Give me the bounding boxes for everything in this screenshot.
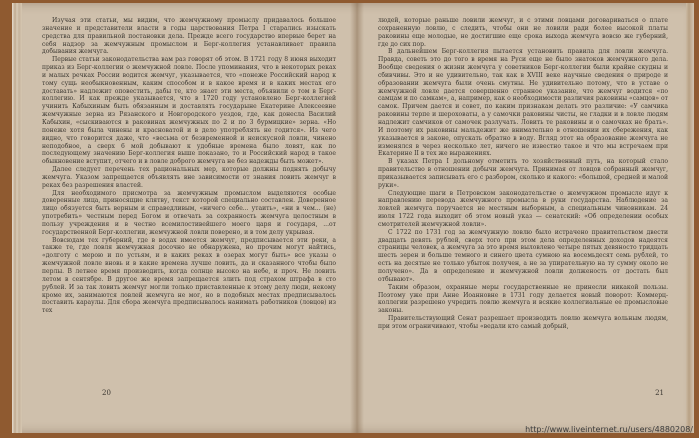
page-edges-right — [686, 3, 694, 433]
left-page — [22, 3, 350, 433]
left-page-text — [42, 17, 336, 315]
paragraph: В дальнейшем Берг-коллегия пытается установить правила для ловли жемчуга. Правда, советь это до того в время на Руси еще не было знатоков жемчужного дела. Вообще сведения о жизни жемчуга у советников Берг-коллегии были крайне скудны и сбивчивы. Это и не удивительно, так как в XVIII веке научные сведения о природе и образовании жемчуга были очень смутны. Не удивительно потому, что в уставе о жемчужной ловле дается совершенно странное указание, что жемчуг водится «по самцам и по самкам», а, например, как о необходимости различия раковины «самцов» от самок. Причем дается и совет, по каким признакам делать это различие: «У самчика раковины терпе и шероховаты, а у самочки раковины чисты, не гладки и в ловле людям надлежит самчиков от самочек разлучать. Ловить те раковины и о самочках не брать». И поэтому их раковины мальдежит же внимательно в отношении их сбережения, как указывается в законе, опускать обратно в воду. Вгляд этот на образование жемчуга не изменялся в через несколько лет, ничего не известно такое и что мы встречаем при Екатерине II в тех же выражениях. — [378, 48, 668, 158]
page-edges-left — [12, 3, 22, 433]
paragraph: Первые статьи законодательства вам раз говорят об этом. В 1721 году 8 июня выходит приказ из Берг-коллегии о жемчужной ловле. После упоминания, что в некоторых реках и малых речках России водится жемчуг, указывается, что «понеже Российский народ к тому сущь необыкновенным, каким способом и в какое время и в каких местах его доставать» надлежит оповестить, дабы те, кто знает эти места, объявили о том в Берг-коллегию. И как прежде указывается, что в 1720 году установлено Берг-коллегией учинить Кабыхиным быть обязанным и доставлять государыне Екатерине Алексеевне жемчужные зерна из Рязанского и Новгородского уездов, где, как донесла Василий Кабыхин, «сыскиваются в раковинах жемчужных по 2 и по 3 бурмицкие» зерна. «Но понеже хотя была чинены и красноватой и в дело употреблять не годится». Из чего видно, что говорится даже, что «весьма от безвременной и неискусной ловли, чинено неподобное, а сверх 6 мой добывают к удобные времена было ловят, как по последующему значению Берг-коллегия выше показано, то и Российский народ в такое обыкновение вступит, отчего и в ловле доброго жемчуга не без надежды быть может». — [42, 56, 336, 166]
paragraph: Далее следует перечень тех рациональных мер, которые должны поднять добычу жемчуга. Указом запрещается объявлять вне зависимости от знания ловить жемчуг в реках без разрешения властей. — [42, 166, 336, 189]
paragraph: людей, которые раньше ловили жемчуг, и с этими ловцами договариваться о плате сохраненную ловлю, с следить, чтобы они не ловили ради более высокой платы раковины еще молодые, не достигшие еще срока выхода жемчуга вовсю же губерний, где до сих пор. — [378, 17, 668, 48]
source-watermark: http://www.liveinternet.ru/users/4880208/ — [525, 425, 693, 434]
page-number-right: 21 — [655, 389, 664, 397]
page-number-left: 20 — [102, 389, 111, 397]
paragraph: Изучая эти статьи, мы видим, что жемчужному промыслу придавалось большое значение и представители власти в годы царствования Петра I старались изыскать средства для правильной постановки дела. Прежде всего государство впервые берет на себя надзор за жемчужным промыслом и Берг-коллегия устанавливает правила добывания жемчуга. — [42, 17, 336, 56]
paragraph: Вовсюдам тех губерний, где в водах имеется жемчуг, предписывается эти реки, а также те, где ловля жемчужная досочно не обнаружена, но прочим могут найтись, «долготу с мерою и по устьям, и в каких реках в озерах могут быть» все указы о жемчужной ловле вновь и в какие времена лучше ловить, да и сказанного чтобы было перлы. В летнее время производить, когда солнце высоко на небе, и проч. Не ловить летом в сентябре. В другое же время запрещается злить под страхом штрафа в сто рублей. И за так ловить жемчуг могли только приставленные к этому делу люди, некому кроме их, занимаются ловлей жемчуга не мог, но в подобных местах предписывалось поставить караулы. Для сбора жемчуга предписывалось нанимать работников (ловцов) из тех — [42, 236, 336, 315]
paragraph: Правительствующий Сенат разрешает производить ловлю жемчуга вольным людям, при этом ограничивают, чтобы «ведали кто самый добрый, — [378, 315, 668, 330]
right-page-text — [378, 17, 668, 331]
paragraph: Для необходимого присмотра за жемчужным промыслом выделяются особые доверенные лица, приносящие клятву, текст которой специально составлен. Доверенное лицо обязуется быть верным и справедливым, «ничего себе... утаить», «ни в чем... (не) употребить» честным перед Богом и отвечать за сохранность жемчуга целостным в пользу учреждения и в честно всемилостивейшего моего царя и государя, ...от государственной Берг-коллегии, жемчужной ловли поверено, и в том делу укрывая. — [42, 189, 336, 236]
book-spread — [12, 3, 694, 433]
book-gutter — [350, 3, 364, 433]
right-page — [364, 3, 686, 433]
paragraph: В указах Петра I дольному отметить то хозяйственный путь, на который стало правительство в отношении добычи жемчуга. Принимая от ловцов собранный жемчуг, приказывается записывать его с разбором, сколько и какого: «большой, средней и малой руки». — [378, 158, 668, 189]
paragraph: Следующие шаги в Петровском законодательстве о жемчужном промысле идут к направлению перевода жемчужного промысла в руки государства. Наблюдение за ловлей жемчуга поручается не местным выборным, а специальным чиновникам. 24 июля 1722 года выходит об этом новый указ — сенатский: «Об определении особых смотрителей жемчужной ловли». — [378, 189, 668, 228]
paragraph: Таким образом, охранные меры государственные не принесли никакой пользы. Поэтому уже при Анне Иоанновне в 1731 году делается новый поворот: Коммерц-коллегии разрешено учредить ловлю жемчуга и всякие коллегиальные ее промысловые законы. — [378, 283, 668, 315]
paragraph: С 1722 по 1731 год за жемчужную ловлю было истрачено правительством двести двадцать девять рублей, сверх того при этом дела определенных доходов надеятся страницы человек, а жемчуга за это время выловлено четыре пятых девяносто тридцать шесть зерен и больше темного и синего цвета сумною на восемьдесят семь рублей, то есть на десятые не только убыток получен, а не за упирательную на ту сумму около не получено». Да в определение и жемчужной ловли долженость от достать был отбывают». — [378, 228, 668, 283]
